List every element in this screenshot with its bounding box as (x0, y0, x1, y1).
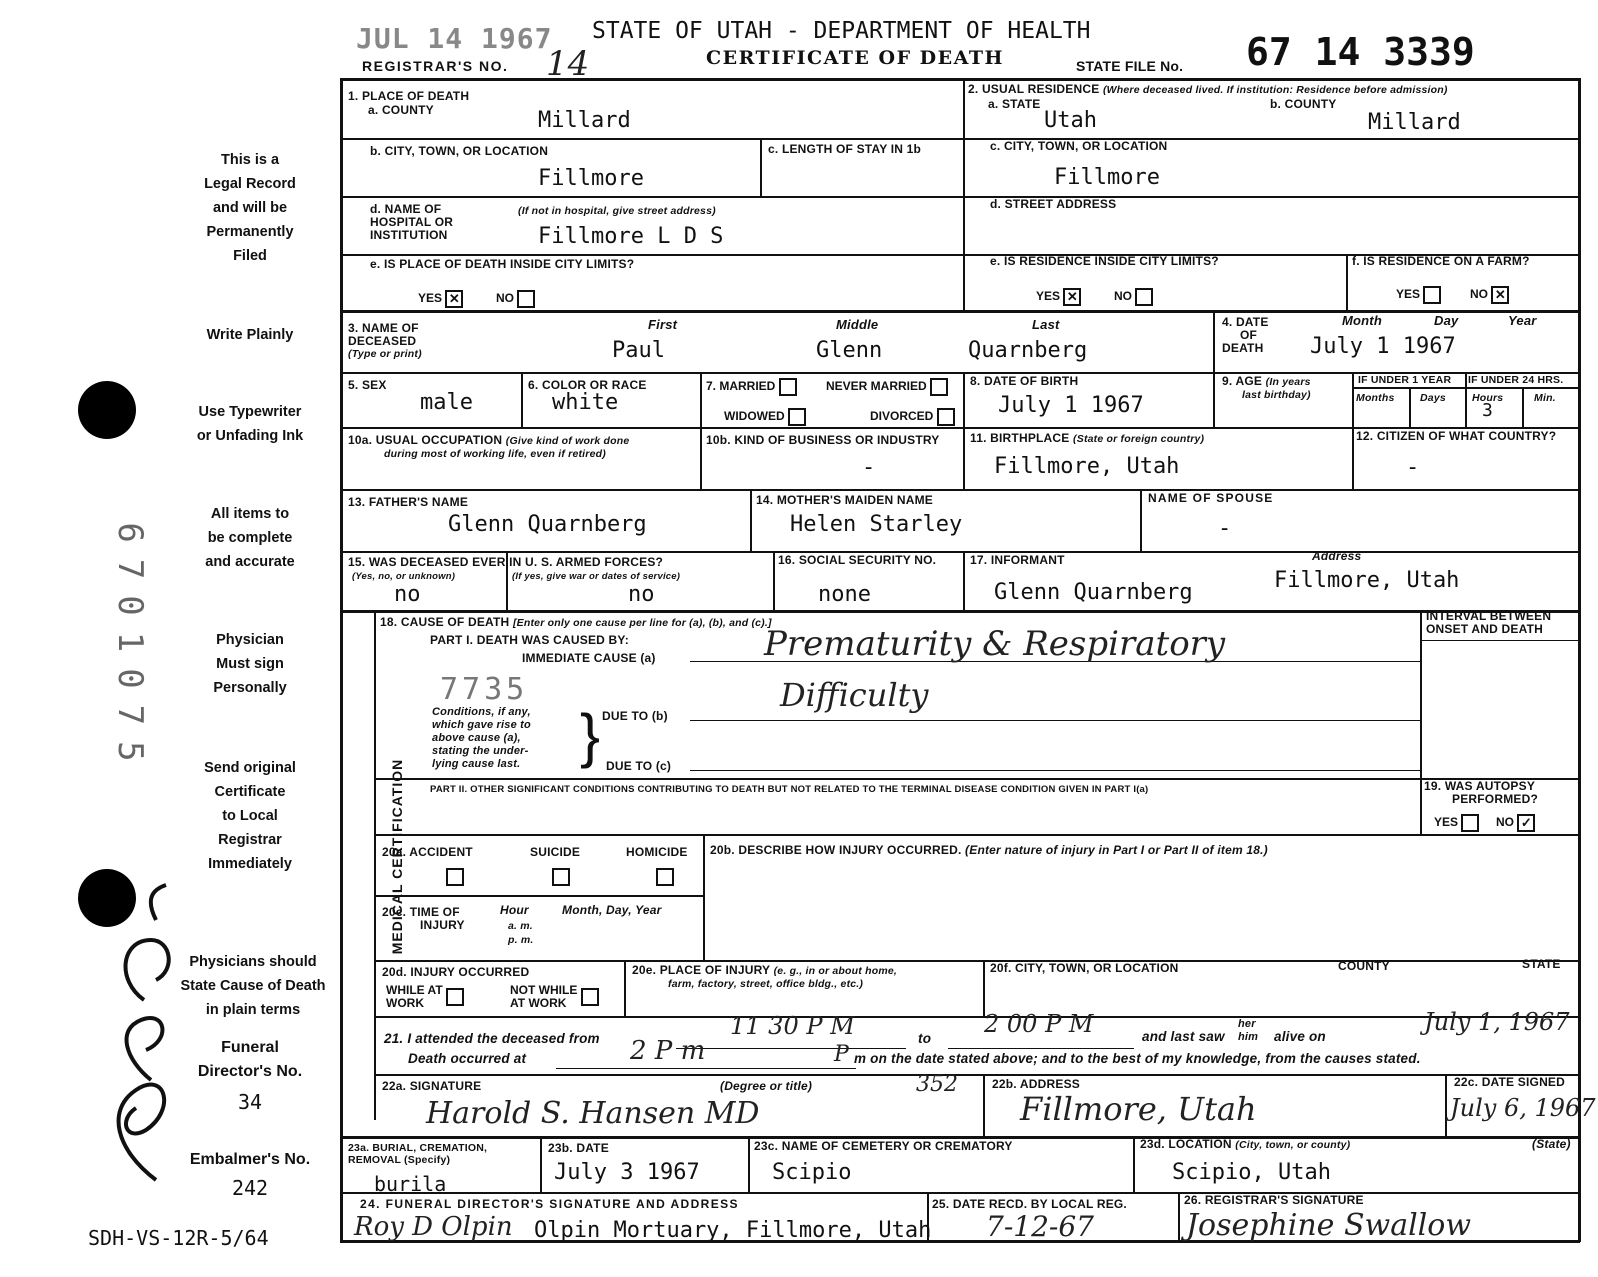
death-inside-city-label: e. IS PLACE OF DEATH INSIDE CITY LIMITS? (370, 257, 635, 271)
immediate-cause-value: Prematurity & Respiratory (764, 624, 1226, 664)
spouse-label: NAME OF SPOUSE (1148, 491, 1274, 505)
residence-state-value: Utah (1044, 108, 1097, 133)
race-label: 6. COLOR OR RACE (528, 378, 647, 392)
occupation-label: 10a. USUAL OCCUPATION (Give kind of work done during most of working life, even if retired) (348, 433, 630, 460)
death-city-value: Fillmore (538, 166, 644, 191)
armed-forces-value-a: no (394, 582, 421, 607)
burial-value: burila (374, 1172, 447, 1196)
time-of-injury-label: 20c. TIME OF INJURY (382, 905, 465, 932)
embalmer-label: Embalmer's No. (189, 1151, 311, 1168)
under-24-hrs-label: IF UNDER 24 HRS. (1468, 374, 1564, 386)
injury-pm-label: p. m. (508, 934, 534, 946)
physician-address-label: 22b. ADDRESS (992, 1077, 1080, 1091)
death-city-label: b. CITY, TOWN, OR LOCATION (370, 144, 549, 158)
sidebar-send-original: Send original Certificate to Local Registrar Immediately (204, 760, 296, 872)
birthplace-value: Fillmore, Utah (994, 454, 1180, 479)
farm-label: f. IS RESIDENCE ON A FARM? (1352, 254, 1530, 268)
father-name-label: 13. FATHER'S NAME (348, 495, 469, 509)
autopsy-yes[interactable]: YES (1434, 814, 1479, 832)
age-hours-label: Hours (1472, 392, 1504, 404)
residence-city-value: Fillmore (1054, 165, 1160, 190)
hospital-label: d. NAME OF HOSPITAL OR INSTITUTION (370, 202, 454, 242)
mother-name-value: Helen Starley (790, 512, 963, 537)
street-address-label: d. STREET ADDRESS (990, 197, 1117, 211)
alive-on-label: alive on (1274, 1029, 1326, 1044)
interval-label: INTERVAL BETWEEN ONSET AND DEATH (1426, 609, 1552, 636)
date-of-birth-value: July 1 1967 (998, 393, 1144, 418)
married-checkbox[interactable]: 7. MARRIED (706, 378, 797, 396)
hospital-note: (If not in hospital, give street address) (518, 205, 716, 217)
while-at-work-checkbox[interactable]: WHILE AT WORK (386, 984, 464, 1010)
autopsy-label: 19. WAS AUTOPSY PERFORMED? (1424, 779, 1538, 806)
informant-address-value: Fillmore, Utah (1274, 568, 1460, 593)
physician-number: 352 (916, 1072, 958, 1097)
death-occurred-rest: m on the date stated above; and to the best of my knowledge, from the causes stated. (854, 1051, 1421, 1066)
date-signed-value: July 6, 1967 (1450, 1094, 1596, 1122)
death-county-value: Millard (538, 108, 631, 133)
residence-inside-city-yes[interactable]: YES ✕ (1036, 288, 1081, 306)
suicide-checkbox[interactable] (552, 868, 570, 886)
attended-from-value: 11 30 P M (730, 1012, 855, 1040)
date-signed-label: 22c. DATE SIGNED (1454, 1075, 1566, 1089)
death-occurred-meridiem: P (834, 1042, 849, 1067)
mother-name-label: 14. MOTHER'S MAIDEN NAME (756, 493, 934, 507)
divorced-checkbox[interactable]: DIVORCED (870, 408, 955, 426)
immediate-cause-value-2: Difficulty (780, 676, 929, 714)
residence-county-value: Millard (1368, 110, 1461, 135)
cemetery-value: Scipio (772, 1160, 852, 1185)
injury-city-label: 20f. CITY, TOWN, OR LOCATION (990, 961, 1179, 975)
not-while-at-work-checkbox[interactable]: NOT WHILE AT WORK (510, 984, 599, 1010)
funeral-director-sig-label: 24. FUNERAL DIRECTOR'S SIGNATURE AND ADDRESS (360, 1197, 739, 1211)
first-name-label: First (648, 317, 678, 332)
accident-checkbox[interactable] (446, 868, 464, 886)
burial-date-value: July 3 1967 (554, 1160, 700, 1185)
injury-mdy-label: Month, Day, Year (562, 903, 662, 917)
part1-label: PART I. DEATH WAS CAUSED BY: (430, 633, 629, 647)
residence-state-label: a. STATE (988, 97, 1041, 111)
describe-injury-label: 20b. DESCRIBE HOW INJURY OCCURRED. (Enter nature of injury in Part I or Part II of item 18.) (710, 843, 1268, 857)
cemetery-label: 23c. NAME OF CEMETERY OR CREMATORY (754, 1139, 1013, 1153)
funeral-director-address: Olpin Mortuary, Fillmore, Utah (534, 1218, 932, 1243)
homicide-label: HOMICIDE (626, 845, 688, 859)
age-days-label: Days (1420, 392, 1446, 404)
date-of-death-label: 4. DATE OF DEATH (1222, 315, 1269, 355)
spouse-value: - (1218, 516, 1232, 541)
form-code: SDH-VS-12R-5/64 (88, 1226, 269, 1250)
death-inside-city-no[interactable]: NO (496, 290, 535, 308)
burial-date-label: 23b. DATE (548, 1141, 609, 1155)
autopsy-no[interactable]: NO ✓ (1496, 814, 1535, 832)
death-occurred-label: Death occurred at (408, 1051, 527, 1066)
hospital-value: Fillmore L D S (538, 224, 724, 249)
funeral-director-signature (96, 880, 186, 1210)
race-value: white (552, 390, 619, 415)
business-label: 10b. KIND OF BUSINESS OR INDUSTRY (706, 433, 940, 447)
embalmer-no: 242 (231, 1176, 269, 1200)
death-inside-city-yes[interactable]: YES ✕ (418, 290, 463, 308)
armed-forces-value-b: no (628, 582, 655, 607)
date-of-birth-label: 8. DATE OF BIRTH (970, 374, 1079, 388)
farm-no[interactable]: NO ✕ (1470, 286, 1509, 304)
armed-forces-note-a: (Yes, no, or unknown) (352, 571, 456, 582)
length-of-stay-label: c. LENGTH OF STAY IN 1b (768, 142, 922, 156)
conditions-brace: } (580, 702, 601, 769)
cemetery-location-label: 23d. LOCATION (City, town, or county) (1140, 1137, 1351, 1151)
citizen-label: 12. CITIZEN OF WHAT COUNTRY? (1356, 429, 1557, 443)
injury-am-label: a. m. (508, 920, 533, 932)
residence-label: 2. USUAL RESIDENCE (Where deceased lived. If institution: Residence before admission) (968, 82, 1448, 96)
never-married-checkbox[interactable]: NEVER MARRIED (826, 378, 948, 396)
last-name-label: Last (1032, 317, 1060, 332)
middle-name-value: Glenn (816, 338, 883, 363)
vertical-file-number: 6701075 (110, 522, 150, 778)
age-label: 9. AGE (In years last birthday) (1222, 374, 1311, 401)
widowed-checkbox[interactable]: WIDOWED (724, 408, 806, 426)
place-of-injury-label: 20e. PLACE OF INJURY (e. g., in or about home, farm, factory, street, office bldg., etc.) (632, 963, 898, 990)
stamp-date: JUL 14 1967 (356, 22, 553, 55)
accident-label: 20a. ACCIDENT (382, 845, 473, 859)
middle-name-label: Middle (836, 317, 879, 332)
state-file-label: STATE FILE No. (1076, 58, 1184, 74)
registrars-no-label: REGISTRAR'S NO. (362, 58, 509, 74)
punch-hole-top (78, 381, 136, 439)
father-name-value: Glenn Quarnberg (448, 512, 647, 537)
farm-yes[interactable]: YES (1396, 286, 1441, 304)
sidebar-typewriter: Use Typewriter or Unfading Ink (196, 404, 304, 444)
funeral-director-no: 34 (237, 1090, 263, 1114)
age-months-label: Months (1356, 392, 1395, 404)
first-name-value: Paul (612, 338, 665, 363)
death-month-label: Month (1342, 313, 1382, 328)
cause-code: 7735 (440, 672, 529, 707)
sex-value: male (420, 390, 473, 415)
part2-label: PART II. OTHER SIGNIFICANT CONDITIONS CONTRIBUTING TO DEATH BUT NOT RELATED TO THE TERMINAL DISEASE CONDITION GIVEN IN PART I(a) (430, 784, 1149, 795)
attended-text: 21. I attended the deceased from (384, 1031, 600, 1046)
registrar-signature: Josephine Swallow (1186, 1208, 1472, 1243)
immediate-cause-label: IMMEDIATE CAUSE (a) (522, 651, 656, 665)
sidebar-physician: Physician Must sign Personally (213, 632, 287, 696)
age-min-label: Min. (1534, 392, 1556, 404)
injury-occurred-label: 20d. INJURY OCCURRED (382, 965, 530, 979)
signature-label: 22a. SIGNATURE (382, 1079, 482, 1093)
residence-inside-city-label: e. IS RESIDENCE INSIDE CITY LIMITS? (990, 254, 1219, 268)
cemetery-location-value: Scipio, Utah (1172, 1160, 1331, 1185)
department-title: STATE OF UTAH - DEPARTMENT OF HEALTH (592, 18, 1091, 44)
alive-on-value: July 1, 1967 (1424, 1008, 1570, 1036)
last-saw-label: and last saw (1142, 1029, 1225, 1044)
attended-to-value: 2 00 P M (984, 1010, 1094, 1038)
attended-to-label: to (918, 1031, 932, 1046)
armed-forces-note-b: (If yes, give war or dates of service) (512, 571, 681, 582)
residence-city-label: c. CITY, TOWN, OR LOCATION (990, 139, 1168, 153)
degree-label: (Degree or title) (720, 1079, 813, 1093)
citizen-value: - (1406, 455, 1420, 480)
social-security-label: 16. SOCIAL SECURITY NO. (778, 553, 937, 567)
funeral-director-signature: Roy D Olpin (354, 1212, 513, 1242)
cause-of-death-label: 18. CAUSE OF DEATH [Enter only one cause per line for (a), (b), and (c).] (380, 615, 772, 629)
death-year-label: Year (1508, 313, 1537, 328)
armed-forces-label: 15. WAS DECEASED EVER IN U. S. ARMED FORCES? (348, 555, 664, 569)
burial-label: 23a. BURIAL, CREMATION, REMOVAL (Specify) (348, 1142, 488, 1166)
sidebar-complete: All items to be complete and accurate (205, 506, 295, 570)
date-received-value: 7-12-67 (986, 1210, 1094, 1243)
conditions-note: Conditions, if any, which gave rise to above cause (a), stating the under- lying cause last. (432, 706, 531, 770)
registrar-signature-label: 26. REGISTRAR'S SIGNATURE (1184, 1193, 1364, 1207)
informant-label: 17. INFORMANT (970, 553, 1065, 567)
funeral-director-label: Funeral Director's No. (197, 1039, 303, 1080)
birthplace-label: 11. BIRTHPLACE (State or foreign country) (970, 431, 1205, 445)
homicide-checkbox[interactable] (656, 868, 674, 886)
state-file-value: 67 14 3339 (1246, 30, 1475, 74)
suicide-label: SUICIDE (530, 845, 581, 859)
registrars-no-value: 14 (546, 44, 590, 84)
certificate-title: CERTIFICATE OF DEATH (706, 47, 1004, 69)
date-of-death-value: July 1 1967 (1310, 334, 1456, 359)
social-security-value: none (818, 582, 871, 607)
sidebar-physicians-should: Physicians should State Cause of Death in plain terms (180, 954, 326, 1018)
cemetery-location-state: (State) (1532, 1137, 1571, 1151)
physician-address-value: Fillmore, Utah (1020, 1090, 1257, 1128)
due-to-b-label: DUE TO (b) (602, 709, 668, 723)
injury-county-label: COUNTY (1338, 959, 1390, 973)
residence-county-label: b. COUNTY (1270, 97, 1337, 111)
last-name-value: Quarnberg (968, 338, 1088, 363)
physician-signature: Harold S. Hansen MD (426, 1096, 760, 1131)
medical-certification-label: MEDICAL CERTIFICATION (389, 758, 406, 955)
informant-value: Glenn Quarnberg (994, 580, 1193, 605)
age-hours-value: 3 (1482, 400, 1493, 421)
death-occurred-value: 2 P m (630, 1036, 706, 1066)
death-county-label: a. COUNTY (368, 103, 434, 117)
residence-inside-city-no[interactable]: NO (1114, 288, 1153, 306)
informant-address-label: Address (1312, 549, 1362, 563)
due-to-c-label: DUE TO (c) (606, 759, 672, 773)
deceased-name-label: 3. NAME OF DECEASED (Type or print) (348, 321, 422, 360)
place-of-death-label: 1. PLACE OF DEATH (348, 89, 470, 103)
sidebar-write-plainly: Write Plainly (206, 327, 294, 343)
business-value: - (862, 455, 876, 480)
injury-hour-label: Hour (500, 903, 529, 917)
her-him-label: her him (1238, 1018, 1259, 1043)
sidebar-legal-record: This is a Legal Record and will be Permanently Filed (204, 152, 296, 264)
under-1-year-label: IF UNDER 1 YEAR (1358, 374, 1452, 386)
date-received-label: 25. DATE RECD. BY LOCAL REG. (932, 1197, 1127, 1211)
sex-label: 5. SEX (348, 378, 387, 392)
death-day-label: Day (1434, 313, 1459, 328)
injury-state-label: STATE (1522, 957, 1561, 971)
